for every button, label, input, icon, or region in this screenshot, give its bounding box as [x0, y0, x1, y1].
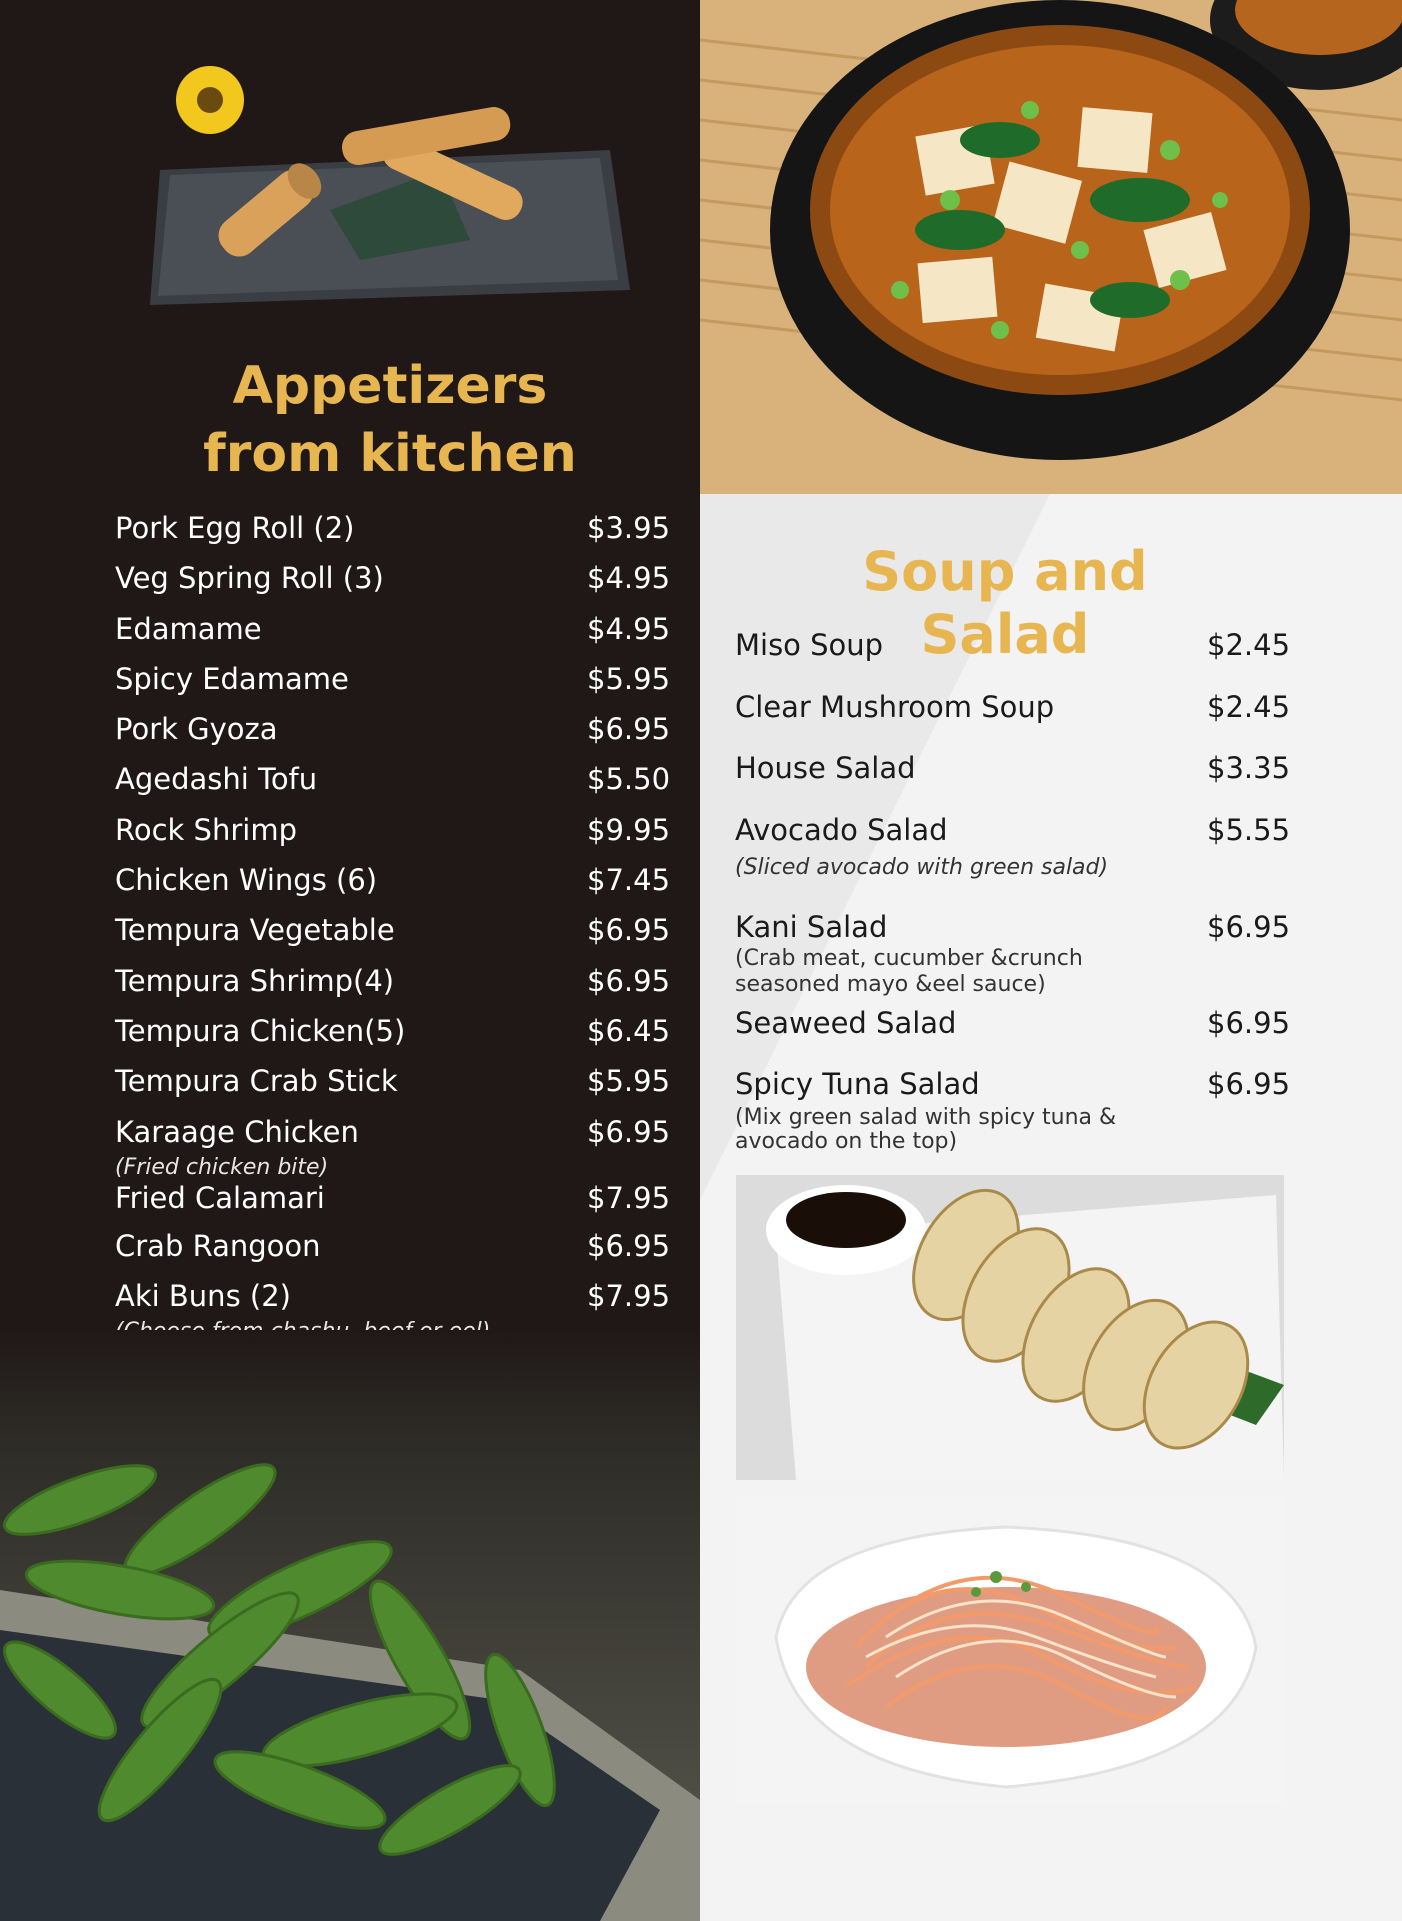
item-name: Clear Mushroom Soup [735, 690, 1055, 724]
item-price: $2.45 [1207, 628, 1291, 662]
item-description: (Fried chicken bite) [115, 1154, 329, 1180]
item-price: $6.95 [587, 963, 671, 998]
item-name: Tempura Crab Stick [115, 1064, 398, 1099]
soup-salad-panel [700, 0, 1402, 1921]
menu-item [115, 958, 675, 1008]
item-name: Seaweed Salad [735, 1006, 957, 1040]
item-name: Fried Calamari [115, 1180, 325, 1215]
item-description: (Crab meat, cucumber &crunch [735, 946, 1083, 971]
item-price: $5.95 [587, 1064, 671, 1099]
soup-salad-title: Soup and Salad [862, 540, 1148, 666]
menu-item [115, 555, 675, 605]
item-price: $5.55 [1207, 813, 1291, 847]
item-name: Edamame [115, 611, 262, 646]
item-name: House Salad [735, 751, 916, 785]
item-name: Agedashi Tofu [115, 762, 318, 797]
item-name: Rock Shrimp [115, 812, 297, 847]
menu-item [115, 606, 675, 656]
item-price: $4.95 [587, 611, 671, 646]
item-price: $6.95 [1207, 1006, 1291, 1040]
item-name: Kani Salad [735, 910, 888, 944]
menu-item [115, 1279, 675, 1319]
appetizers-list [115, 505, 675, 1405]
item-price: $9.95 [587, 812, 671, 847]
menu-item [115, 1109, 675, 1155]
item-price: $5.50 [587, 762, 671, 797]
menu-item [115, 1229, 675, 1279]
appetizers-panel [0, 0, 700, 1921]
item-price: $7.45 [587, 863, 671, 898]
menu-item [115, 1181, 675, 1229]
item-name: Pork Egg Roll (2) [115, 511, 355, 545]
menu-item [115, 1058, 675, 1108]
menu-item [115, 857, 675, 907]
appetizers-title-line2: from kitchen [203, 424, 577, 484]
item-price: $6.95 [1207, 1067, 1291, 1101]
egg-roll-photo [140, 60, 630, 310]
item-price: $7.95 [587, 1278, 671, 1313]
menu-item [115, 505, 675, 555]
appetizers-title-line1: Appetizers [232, 356, 548, 416]
item-price: $7.95 [587, 1180, 671, 1215]
kani-salad-photo [736, 1497, 1284, 1803]
item-description: (Sliced avocado with green salad) [735, 855, 1109, 880]
gyoza-photo [736, 1175, 1284, 1480]
item-price: $6.45 [587, 1013, 671, 1048]
item-price: $6.95 [587, 1114, 671, 1149]
menu-item [115, 1008, 675, 1058]
menu-item [115, 756, 675, 806]
item-name: Chicken Wings (6) [115, 863, 378, 898]
item-name: Karaage Chicken [115, 1114, 359, 1149]
item-name: Avocado Salad [735, 813, 948, 847]
appetizers-title [180, 352, 600, 488]
menu-item [115, 706, 675, 756]
item-price: $6.95 [587, 712, 671, 747]
item-description: (Mix green salad with spicy tuna & [735, 1105, 1117, 1130]
item-price: $2.45 [1207, 690, 1291, 724]
item-name: Veg Spring Roll (3) [115, 561, 384, 596]
item-name: Tempura Vegetable [115, 913, 395, 948]
item-name: Tempura Chicken(5) [115, 1013, 406, 1048]
item-price: $6.95 [1207, 910, 1291, 944]
item-name: Spicy Tuna Salad [735, 1067, 980, 1101]
edamame-photo [0, 1330, 700, 1921]
menu-item [115, 907, 675, 957]
item-name: Aki Buns (2) [115, 1278, 291, 1313]
menu-item [115, 656, 675, 706]
item-description: avocado on the top) [735, 1129, 958, 1154]
item-price: $4.95 [587, 561, 671, 596]
item-price: $3.95 [587, 511, 671, 545]
item-price: $5.95 [587, 661, 671, 696]
item-price: $6.95 [587, 913, 671, 948]
item-name: Crab Rangoon [115, 1228, 321, 1263]
item-name: Pork Gyoza [115, 712, 278, 747]
item-name: Spicy Edamame [115, 661, 349, 696]
miso-soup-photo [700, 0, 1402, 494]
item-price: $6.95 [587, 1228, 671, 1263]
item-description: seasoned mayo &eel sauce) [735, 972, 1046, 997]
item-name: Miso Soup [735, 628, 884, 662]
item-price: $3.35 [1207, 751, 1291, 785]
item-name: Tempura Shrimp(4) [115, 963, 395, 998]
menu-item [115, 807, 675, 857]
